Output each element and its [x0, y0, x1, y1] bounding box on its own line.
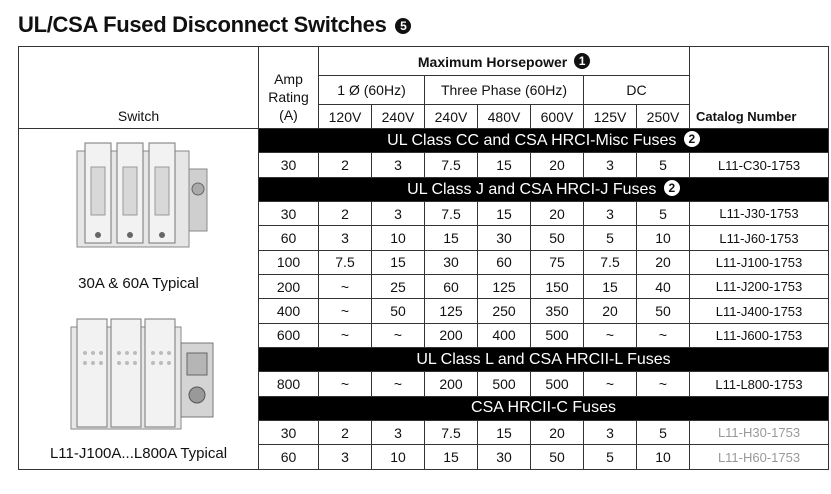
page-title	[18, 12, 411, 38]
hp-cell: 15	[478, 421, 531, 445]
section-note-badge: 2	[684, 131, 700, 147]
hp-cell: 400	[478, 323, 531, 347]
hp-cell: 10	[637, 445, 690, 470]
catalog-cell: L11-J100-1753	[690, 250, 829, 274]
hp-cell: 50	[637, 299, 690, 323]
hp-cell: ~	[319, 299, 372, 323]
voltage-header: 120V	[319, 105, 372, 129]
hp-cell: 3	[319, 226, 372, 250]
hp-cell: 2	[319, 421, 372, 445]
section-title-text: UL Class CC and CSA HRCI-Misc Fuses	[387, 132, 677, 150]
hp-cell: 15	[425, 226, 478, 250]
section-note-badge: 2	[664, 180, 680, 196]
hp-cell: 60	[425, 275, 478, 299]
voltage-header: 250V	[637, 105, 690, 129]
hp-cell: 15	[478, 202, 531, 226]
amp-cell: 800	[259, 372, 319, 396]
hp-cell: 3	[584, 153, 637, 177]
hp-cell: 25	[372, 275, 425, 299]
hp-cell: 3	[584, 421, 637, 445]
section-title-l	[259, 348, 829, 372]
catalog-cell: L11-J60-1753	[690, 226, 829, 250]
hp-cell: 500	[478, 372, 531, 396]
hp-cell: ~	[584, 323, 637, 347]
hp-cell: 75	[531, 250, 584, 274]
catalog-cell: L11-J600-1753	[690, 323, 829, 347]
catalog-cell: L11-L800-1753	[690, 372, 829, 396]
amp-cell: 100	[259, 250, 319, 274]
max-hp-note-badge: 1	[574, 53, 590, 69]
amp-rating-header	[259, 47, 319, 129]
amp-rating-line1: Amp	[274, 71, 303, 87]
switch-image-cell	[19, 129, 259, 470]
hp-cell: 50	[372, 299, 425, 323]
amp-cell: 60	[259, 226, 319, 250]
hp-cell: ~	[319, 323, 372, 347]
hp-cell: 7.5	[425, 202, 478, 226]
hp-cell: 50	[531, 226, 584, 250]
amp-rating-line3: (A)	[279, 107, 298, 123]
hp-cell: 20	[531, 153, 584, 177]
voltage-header: 480V	[478, 105, 531, 129]
hp-cell: 20	[584, 299, 637, 323]
hp-cell: 3	[372, 421, 425, 445]
hp-cell: ~	[319, 372, 372, 396]
hp-cell: ~	[319, 275, 372, 299]
amp-cell: 200	[259, 275, 319, 299]
amp-cell: 30	[259, 202, 319, 226]
hp-cell: 7.5	[425, 421, 478, 445]
hp-cell: 3	[319, 445, 372, 470]
hp-cell: 200	[425, 323, 478, 347]
hp-cell: ~	[372, 323, 425, 347]
hp-cell: ~	[372, 372, 425, 396]
hp-cell: 20	[637, 250, 690, 274]
catalog-number-header: Catalog Number	[690, 47, 829, 129]
large-switch-image	[67, 313, 217, 435]
hp-cell: 40	[637, 275, 690, 299]
hp-cell: ~	[584, 372, 637, 396]
hp-cell: 15	[372, 250, 425, 274]
hp-cell: 20	[531, 421, 584, 445]
dc-header: DC	[584, 76, 690, 105]
page-title-text: UL/CSA Fused Disconnect Switches	[18, 12, 387, 37]
catalog-cell: L11-J200-1753	[690, 275, 829, 299]
amp-cell: 400	[259, 299, 319, 323]
hp-cell: 15	[425, 445, 478, 470]
max-horsepower-label: Maximum Horsepower	[417, 53, 568, 70]
title-note-badge: 5	[395, 18, 411, 34]
section-header-row	[19, 129, 829, 153]
hp-cell: 20	[531, 202, 584, 226]
hp-cell: 50	[531, 445, 584, 470]
voltage-header: 600V	[531, 105, 584, 129]
hp-cell: 15	[478, 153, 531, 177]
hp-cell: 5	[637, 421, 690, 445]
hp-cell: 500	[531, 372, 584, 396]
hp-cell: 3	[372, 153, 425, 177]
max-horsepower-header	[319, 47, 690, 76]
hp-cell: 125	[425, 299, 478, 323]
hp-cell: 250	[478, 299, 531, 323]
hp-cell: ~	[637, 372, 690, 396]
hp-cell: 2	[319, 202, 372, 226]
amp-rating-line2: Rating	[268, 89, 309, 105]
catalog-cell: L11-J30-1753	[690, 202, 829, 226]
section-title-text: UL Class J and CSA HRCI-J Fuses	[407, 180, 657, 198]
hp-cell: 10	[637, 226, 690, 250]
amp-cell: 30	[259, 153, 319, 177]
voltage-header: 240V	[425, 105, 478, 129]
catalog-cell: L11-C30-1753	[690, 153, 829, 177]
hp-cell: 125	[478, 275, 531, 299]
hp-cell: ~	[637, 323, 690, 347]
hp-cell: 5	[584, 445, 637, 470]
hp-cell: 150	[531, 275, 584, 299]
spec-table	[18, 46, 829, 470]
hp-cell: 350	[531, 299, 584, 323]
amp-cell: 600	[259, 323, 319, 347]
amp-cell: 30	[259, 421, 319, 445]
hp-cell: 30	[478, 226, 531, 250]
hp-cell: 10	[372, 226, 425, 250]
header-row-1	[19, 47, 829, 76]
hp-cell: 500	[531, 323, 584, 347]
amp-cell: 60	[259, 445, 319, 470]
voltage-header: 240V	[372, 105, 425, 129]
catalog-cell: L11-J400-1753	[690, 299, 829, 323]
hp-cell: 3	[584, 202, 637, 226]
hp-cell: 200	[425, 372, 478, 396]
switch-header: Switch	[19, 47, 259, 129]
catalog-cell: L11-H30-1753	[690, 421, 829, 445]
hp-cell: 30	[478, 445, 531, 470]
section-title-c	[259, 396, 829, 420]
hp-cell: 3	[372, 202, 425, 226]
large-switch-caption: L11-J100A...L800A Typical	[49, 445, 228, 462]
hp-cell: 30	[425, 250, 478, 274]
section-title-text: CSA HRCII-C Fuses	[471, 399, 616, 417]
hp-cell: 5	[584, 226, 637, 250]
small-switch-image	[71, 139, 211, 259]
single-phase-header: 1 Ø (60Hz)	[319, 76, 425, 105]
catalog-cell: L11-H60-1753	[690, 445, 829, 470]
hp-cell: 5	[637, 153, 690, 177]
section-title-cc	[259, 129, 829, 153]
hp-cell: 5	[637, 202, 690, 226]
section-title-text: UL Class L and CSA HRCII-L Fuses	[416, 350, 671, 368]
hp-cell: 7.5	[584, 250, 637, 274]
hp-cell: 7.5	[425, 153, 478, 177]
hp-cell: 10	[372, 445, 425, 470]
three-phase-header: Three Phase (60Hz)	[425, 76, 584, 105]
spec-table-body	[19, 129, 829, 470]
hp-cell: 7.5	[319, 250, 372, 274]
hp-cell: 2	[319, 153, 372, 177]
hp-cell: 60	[478, 250, 531, 274]
hp-cell: 15	[584, 275, 637, 299]
section-title-j	[259, 177, 829, 201]
small-switch-caption: 30A & 60A Typical	[78, 275, 199, 292]
voltage-header: 125V	[584, 105, 637, 129]
